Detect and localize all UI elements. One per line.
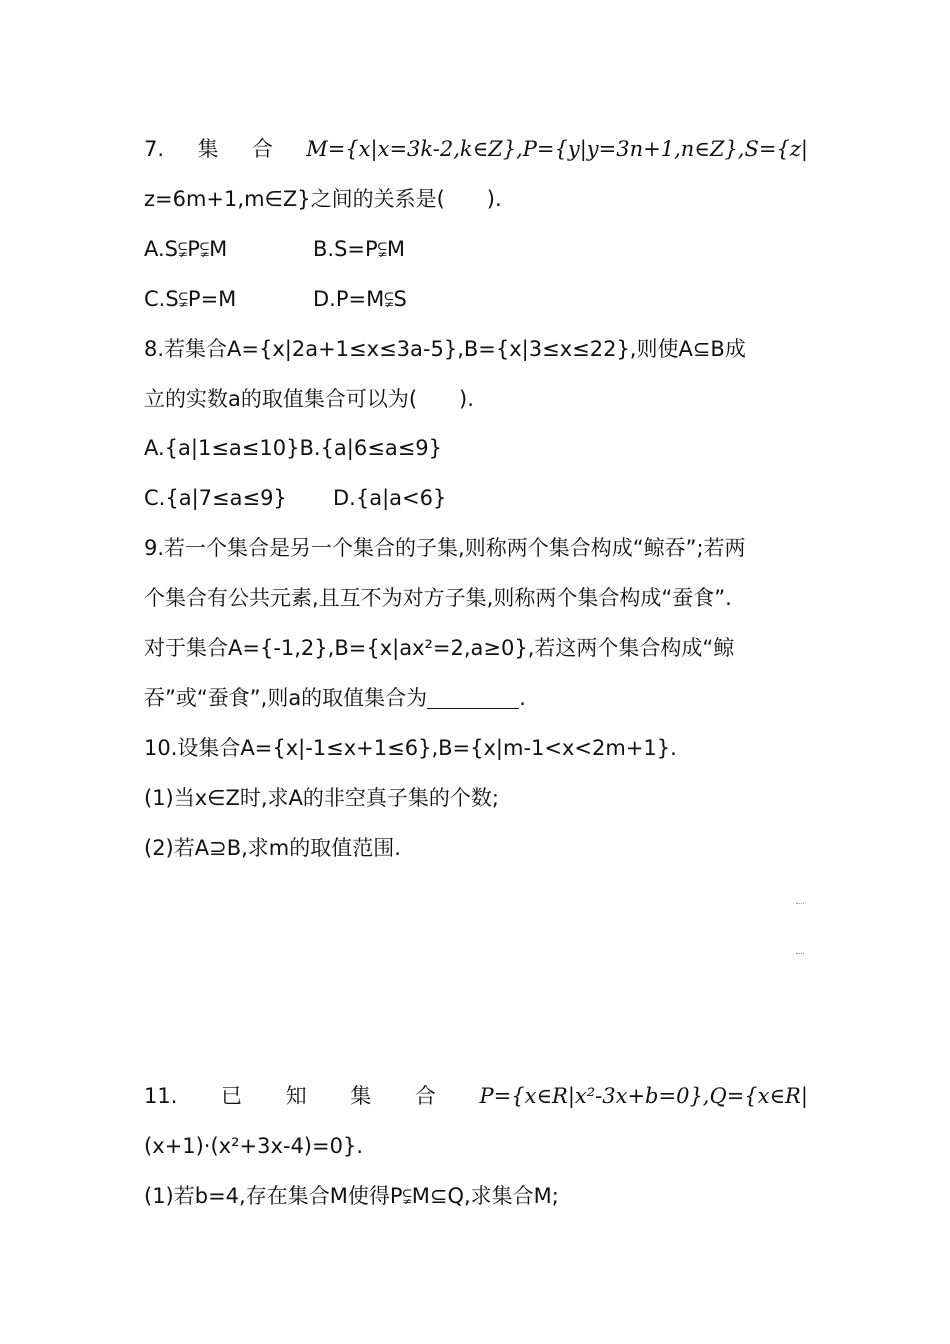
q7-option-c: C.S⫋P=M	[144, 287, 237, 311]
q8-option-c: C.{a|7≤a≤9}	[144, 486, 287, 510]
margin-dots-1	[796, 903, 804, 905]
q7-word-1: 集	[197, 137, 219, 161]
q7-options-ab	[144, 234, 808, 264]
q10-line-1: 10.设集合A={x|-1≤x+1≤6},B={x|m-1<x<2m+1}.	[144, 736, 677, 760]
q8-option-d: D.{a|a<6}	[333, 486, 447, 510]
margin-dots-2	[796, 953, 804, 955]
q7-options-cd	[144, 284, 808, 314]
q11-word-2: 知	[285, 1084, 307, 1108]
q7-option-b: B.S=P⫋M	[313, 237, 406, 261]
q8-options-ab: A.{a|1≤a≤10}B.{a|6≤a≤9}	[144, 436, 443, 460]
q11-line-2: (x+1)·(x²+3x-4)=0}.	[144, 1134, 363, 1158]
q9-line-3: 对于集合A={-1,2},B={x|ax²=2,a≥0},若这两个集合构成“鲸	[144, 636, 735, 660]
q11-word-4: 合	[414, 1084, 436, 1108]
q8-line-1: 8.若集合A={x|2a+1≤x≤3a-5},B={x|3≤x≤22},则使A⊆B成	[144, 337, 746, 361]
q7-number: 7.	[144, 137, 165, 161]
answer-blank[interactable]	[427, 686, 519, 709]
q7-line-2: z=6m+1,m∈Z}之间的关系是( ).	[144, 187, 502, 211]
q7-sets: M={x|x=3k-2,k∈Z},P={y|y=3n+1,n∈Z},S={z|	[306, 137, 808, 161]
q11-word-1: 已	[221, 1084, 243, 1108]
q7-word-2: 合	[251, 137, 273, 161]
q9-line-2: 个集合有公共元素,且互不为对方子集,则称两个集合构成“蚕食”.	[144, 586, 732, 610]
q11-number: 11.	[144, 1084, 178, 1108]
q7-line-1	[144, 134, 808, 164]
q11-sets: P={x∈R|x²-3x+b=0},Q={x∈R|	[479, 1084, 808, 1108]
q11-line-1	[144, 1081, 808, 1111]
q7-option-a: A.S⫋P⫋M	[144, 237, 228, 261]
q9-line-4	[144, 683, 808, 713]
q10-part-2: (2)若A⊇B,求m的取值范围.	[144, 836, 401, 860]
q9-line-1: 9.若一个集合是另一个集合的子集,则称两个集合构成“鲸吞”;若两	[144, 536, 746, 560]
q9-text: 吞”或“蚕食”,则a的取值集合为	[144, 686, 428, 710]
q11-word-3: 集	[350, 1084, 372, 1108]
q11-part-1: (1)若b=4,存在集合M使得P⫋M⊆Q,求集合M;	[144, 1184, 559, 1208]
q8-options-cd	[144, 483, 808, 513]
q10-part-1: (1)当x∈Z时,求A的非空真子集的个数;	[144, 786, 499, 810]
q7-option-d: D.P=M⫋S	[313, 287, 407, 311]
q9-end: .	[519, 686, 526, 710]
q8-line-2: 立的实数a的取值集合可以为( ).	[144, 387, 474, 411]
